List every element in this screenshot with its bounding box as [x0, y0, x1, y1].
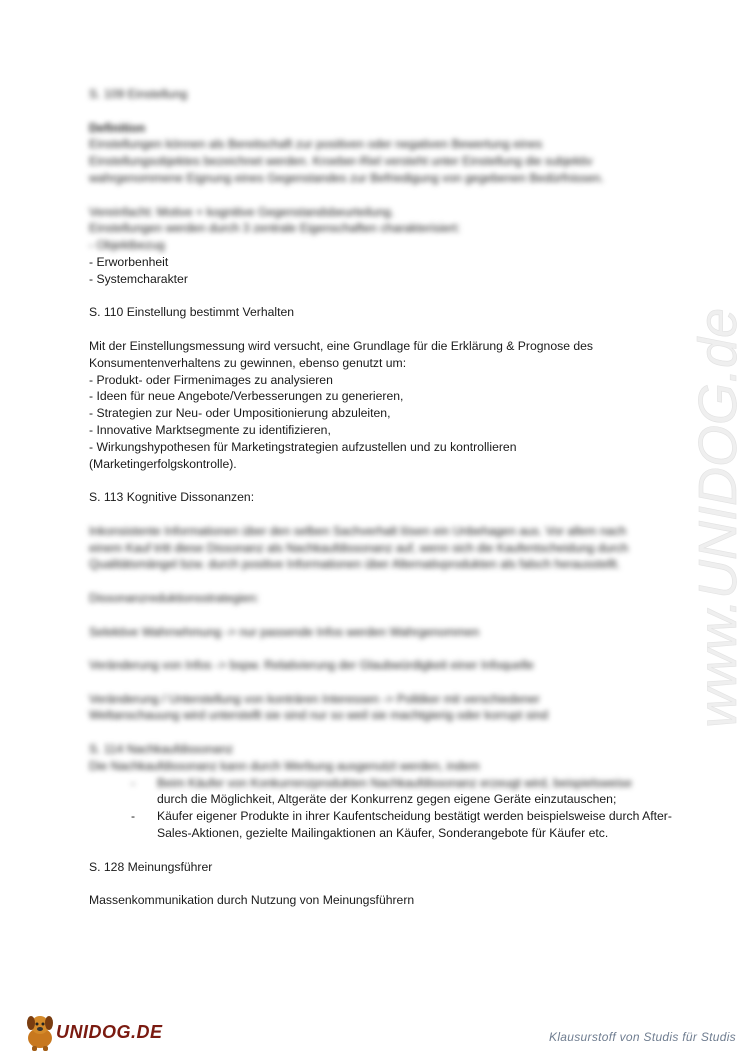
watermark-text: www.UNIDOG.de [688, 307, 748, 728]
simplified-line: - Objektbezug [89, 238, 165, 253]
s110-line: - Ideen für neue Angebote/Verbesserungen zu generieren, [89, 389, 404, 404]
s114-heading: S. 114 Nachkaufdissonanz [89, 742, 234, 757]
document-body [89, 86, 689, 909]
s113-line: Qualitätsmängel bzw. durch positive Informationen über Alternativprodukten als falsch herausstellt. [89, 557, 621, 572]
s110-line: Konsumentenverhaltens zu gewinnen, ebenso genutzt um: [89, 355, 407, 370]
s110-line: Mit der Einstellungsmessung wird versucht, eine Grundlage für die Erklärung & Prognose des [89, 338, 594, 353]
s128-heading: S. 128 Meinungsführer [89, 859, 213, 874]
strategy-item: Selektive Wahrnehmung -> nur passende Infos werden Wahrgenommen [89, 624, 480, 639]
strategy-item: Weltanschauung wird unterstellt sie sind nur so weil sie machtgierig oder korrupt sind [89, 708, 549, 723]
s110-line: - Strategien zur Neu- oder Umpositionierung abzuleiten, [89, 406, 391, 421]
unidog-logo [22, 1010, 162, 1054]
definition-line: Einstellungsobjektes bezeichnet werden. Kroeber-Riel versteht unter Einstellung die subjektiv [89, 154, 593, 169]
bullet-text: Käufer eigener Produkte in ihrer Kaufentscheidung bestätigt werden beispielsweise durch After-Sales-Aktionen, gezielte Mailingaktionen an Käufer, Sonderangebote für Käufer etc. [157, 809, 672, 841]
s110-line: - Wirkungshypothesen für Marketingstrategien aufzustellen und zu kontrollieren [89, 439, 517, 454]
simplified-line: Vereinfacht: Motive + kognitive Gegenstandsbeurteilung. [89, 204, 395, 219]
bullet-text: Beim Käufer von Konkurrenzprodukten Nachkaufdissonanz erzeugt wird, beispielsweise [157, 775, 632, 790]
bullet-text: durch die Möglichkeit, Altgeräte der Konkurrenz gegen eigene Geräte einzutauschen; [157, 792, 617, 807]
simplified-line: Einstellungen werden durch 3 zentrale Eigenschaften charakterisiert: [89, 221, 461, 236]
s110-line: - Innovative Marktsegmente zu identifizieren, [89, 422, 331, 437]
dog-icon [22, 1012, 58, 1052]
strategy-item: Veränderung / Unterstellung von konträren Interessen -> Politiker mit verschiedener [89, 691, 540, 706]
watermark [650, 280, 750, 730]
footer-tagline: Klausurstoff von Studis für Studis [549, 1030, 736, 1044]
definition-line: wahrgenommene Eignung eines Gegenstandes zur Befriedigung von gegebenen Bedürfnissen. [89, 170, 604, 185]
s110-line: (Marketingerfolgskontrolle). [89, 456, 237, 471]
definition-label: Definition [89, 120, 146, 135]
s114-intro: Die Nachkaufdissonanz kann durch Werbung ausgenutzt werden, indem [89, 758, 480, 773]
s113-heading: S. 113 Kognitive Dissonanzen: [89, 490, 255, 505]
bullet-item [89, 775, 689, 809]
s113-line: einem Kauf tritt diese Dissonanz als Nachkaufdissonanz auf, wenn sich die Kaufentscheidung durch [89, 540, 629, 555]
bullet-dash: - [131, 809, 136, 824]
s113-line: Inkonsistente Informationen über den selben Sachverhalt lösen ein Unbehagen aus. Vor allem nach [89, 523, 627, 538]
s109-heading: S. 109 Einstellung [89, 87, 188, 101]
logo-text: UNIDOG.DE [56, 1022, 163, 1042]
strategies-heading: Dissonanzreduktionsstrategien: [89, 590, 260, 605]
property-item: - Systemcharakter [89, 271, 188, 286]
s110-line: - Produkt- oder Firmenimages zu analysieren [89, 372, 333, 387]
bullet-dash: - [131, 775, 136, 790]
definition-line: Einstellungen können als Bereitschaft zur positiven oder negativen Bewertung eines [89, 137, 543, 152]
property-item: - Erworbenheit [89, 254, 169, 269]
s110-heading: S. 110 Einstellung bestimmt Verhalten [89, 305, 295, 320]
strategy-item: Veränderung von Infos -> bspw. Relativierung der Glaubwürdigkeit einer Infoquelle [89, 658, 534, 673]
bullet-item [89, 808, 689, 842]
s128-text: Massenkommunikation durch Nutzung von Meinungsführern [89, 893, 415, 908]
